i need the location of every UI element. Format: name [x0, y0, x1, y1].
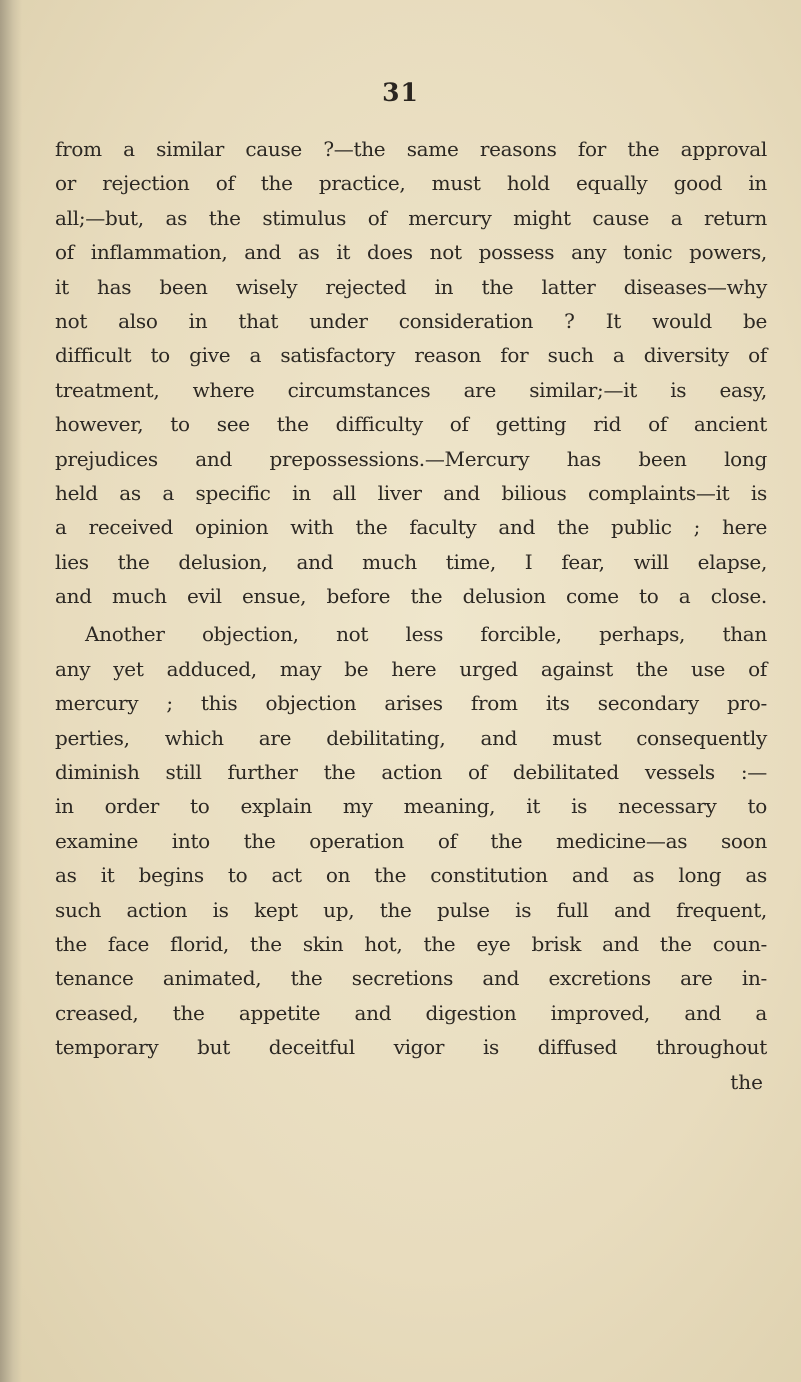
text-line: mercury ; this objection arises from its secondary pro- — [55, 691, 767, 716]
text-line: temporary but deceitful vigor is diffused throughout — [55, 1035, 767, 1060]
text-line: the face florid, the skin hot, the eye brisk and the coun- — [55, 931, 767, 956]
text-line: such action is kept up, the pulse is full and frequent, — [55, 897, 767, 922]
text-line: all;—but, as the stimulus of mercury might cause a return — [55, 205, 767, 230]
text-line: and much evil ensue, before the delusion come to a close. — [55, 584, 767, 609]
page-number: 31 — [382, 78, 419, 107]
text-line: any yet adduced, may be here urged against the use of — [55, 656, 767, 681]
text-line: Another objection, not less forcible, perhaps, than — [85, 622, 767, 647]
text-line: it has been wisely rejected in the latter diseases—why — [55, 274, 767, 299]
text-line: however, to see the difficulty of getting rid of ancient — [55, 412, 767, 437]
text-line: a received opinion with the faculty and the public ; here — [55, 515, 767, 540]
text-line: in order to explain my meaning, it is necessary to — [55, 794, 767, 819]
page-gutter-shadow — [0, 0, 22, 1382]
body-text — [55, 132, 767, 1099]
text-line: lies the delusion, and much time, I fear, will elapse, — [55, 549, 767, 574]
text-line: as it begins to act on the constitution and as long as — [55, 863, 767, 888]
catchword: the — [730, 1069, 763, 1094]
text-line: tenance animated, the secretions and excretions are in- — [55, 966, 767, 991]
text-line: prejudices and prepossessions.—Mercury has been long — [55, 446, 767, 471]
text-line: or rejection of the practice, must hold equally good in — [55, 171, 767, 196]
text-line: from a similar cause ?—the same reasons for the approval — [55, 137, 767, 161]
text-line: perties, which are debilitating, and must consequently — [55, 725, 767, 750]
text-line: examine into the operation of the medicine—as soon — [55, 828, 767, 853]
text-line: difficult to give a satisfactory reason for such a diversity of — [55, 343, 767, 368]
text-line: creased, the appetite and digestion improved, and a — [55, 1000, 767, 1025]
text-line: of inflammation, and as it does not possess any tonic powers, — [55, 240, 767, 265]
text-line: diminish still further the action of debilitated vessels :— — [55, 760, 767, 785]
text-line: treatment, where circumstances are similar;—it is easy, — [55, 377, 767, 402]
text-line: not also in that under consideration ? It would be — [55, 308, 767, 333]
text-line: held as a specific in all liver and bilious complaints—it is — [55, 480, 767, 505]
